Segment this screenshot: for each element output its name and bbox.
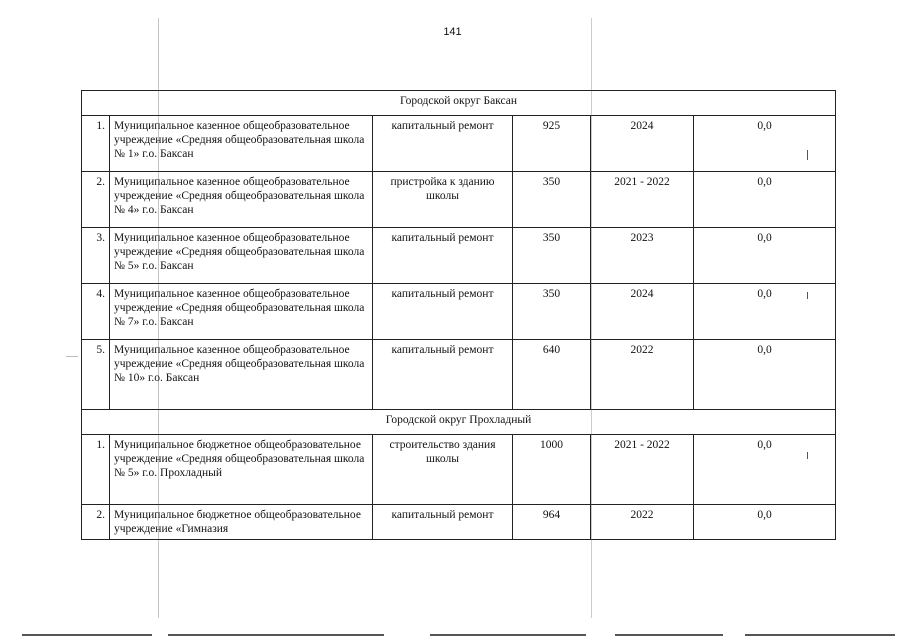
capacity: 350	[513, 172, 591, 228]
amount: 0,0	[694, 116, 836, 172]
years: 2021 - 2022	[591, 172, 694, 228]
scan-bottom-edge	[430, 634, 586, 636]
capacity: 964	[513, 505, 591, 540]
table-row	[82, 340, 836, 410]
table-row	[82, 284, 836, 340]
amount: 0,0	[694, 435, 836, 505]
years: 2024	[591, 116, 694, 172]
amount: 0,0	[694, 228, 836, 284]
row-number: 2.	[82, 505, 110, 540]
table-row	[82, 116, 836, 172]
institution-name: Муниципальное казенное общеобразовательное учреждение «Средняя общеобразовательная школа № 10» г.о. Баксан	[110, 340, 373, 410]
scan-bottom-edge	[615, 634, 723, 636]
section-title: Городской округ Прохладный	[82, 410, 836, 435]
years: 2022	[591, 505, 694, 540]
scan-line-artifact	[591, 18, 592, 618]
capacity: 640	[513, 340, 591, 410]
institution-name: Муниципальное казенное общеобразовательное учреждение «Средняя общеобразовательная школа № 4» г.о. Баксан	[110, 172, 373, 228]
scan-mark-artifact	[807, 292, 808, 299]
scan-bottom-edge	[168, 634, 384, 636]
table-row	[82, 435, 836, 505]
table-row	[82, 505, 836, 540]
scan-mark-artifact	[66, 356, 78, 357]
schools-table	[81, 90, 836, 540]
work-type: капитальный ремонт	[373, 284, 513, 340]
table-row	[82, 172, 836, 228]
row-number: 3.	[82, 228, 110, 284]
capacity: 350	[513, 228, 591, 284]
amount: 0,0	[694, 505, 836, 540]
institution-name: Муниципальное казенное общеобразовательное учреждение «Средняя общеобразовательная школа № 5» г.о. Баксан	[110, 228, 373, 284]
row-number: 5.	[82, 340, 110, 410]
years: 2023	[591, 228, 694, 284]
scan-line-artifact	[158, 18, 159, 618]
capacity: 350	[513, 284, 591, 340]
years: 2022	[591, 340, 694, 410]
years: 2024	[591, 284, 694, 340]
work-type: строительство здания школы	[373, 435, 513, 505]
section-title: Городской округ Баксан	[82, 91, 836, 116]
scan-mark-artifact	[807, 452, 808, 459]
institution-name: Муниципальное бюджетное общеобразовательное учреждение «Гимназия	[110, 505, 373, 540]
row-number: 1.	[82, 435, 110, 505]
amount: 0,0	[694, 172, 836, 228]
amount: 0,0	[694, 284, 836, 340]
scan-bottom-edge	[22, 634, 152, 636]
work-type: капитальный ремонт	[373, 116, 513, 172]
institution-name: Муниципальное бюджетное общеобразовательное учреждение «Средняя общеобразовательная школа № 5» г.о. Прохладный	[110, 435, 373, 505]
amount: 0,0	[694, 340, 836, 410]
row-number: 1.	[82, 116, 110, 172]
row-number: 4.	[82, 284, 110, 340]
capacity: 925	[513, 116, 591, 172]
scan-mark-artifact	[807, 150, 808, 160]
work-type: пристройка к зданию школы	[373, 172, 513, 228]
capacity: 1000	[513, 435, 591, 505]
work-type: капитальный ремонт	[373, 505, 513, 540]
row-number: 2.	[82, 172, 110, 228]
scan-bottom-edge	[745, 634, 895, 636]
institution-name: Муниципальное казенное общеобразовательное учреждение «Средняя общеобразовательная школа № 7» г.о. Баксан	[110, 284, 373, 340]
section-header-row	[82, 91, 836, 116]
work-type: капитальный ремонт	[373, 228, 513, 284]
institution-name: Муниципальное казенное общеобразовательное учреждение «Средняя общеобразовательная школа № 1» г.о. Баксан	[110, 116, 373, 172]
years: 2021 - 2022	[591, 435, 694, 505]
section-header-row	[82, 410, 836, 435]
page-number: 141	[443, 26, 462, 38]
table-row	[82, 228, 836, 284]
work-type: капитальный ремонт	[373, 340, 513, 410]
